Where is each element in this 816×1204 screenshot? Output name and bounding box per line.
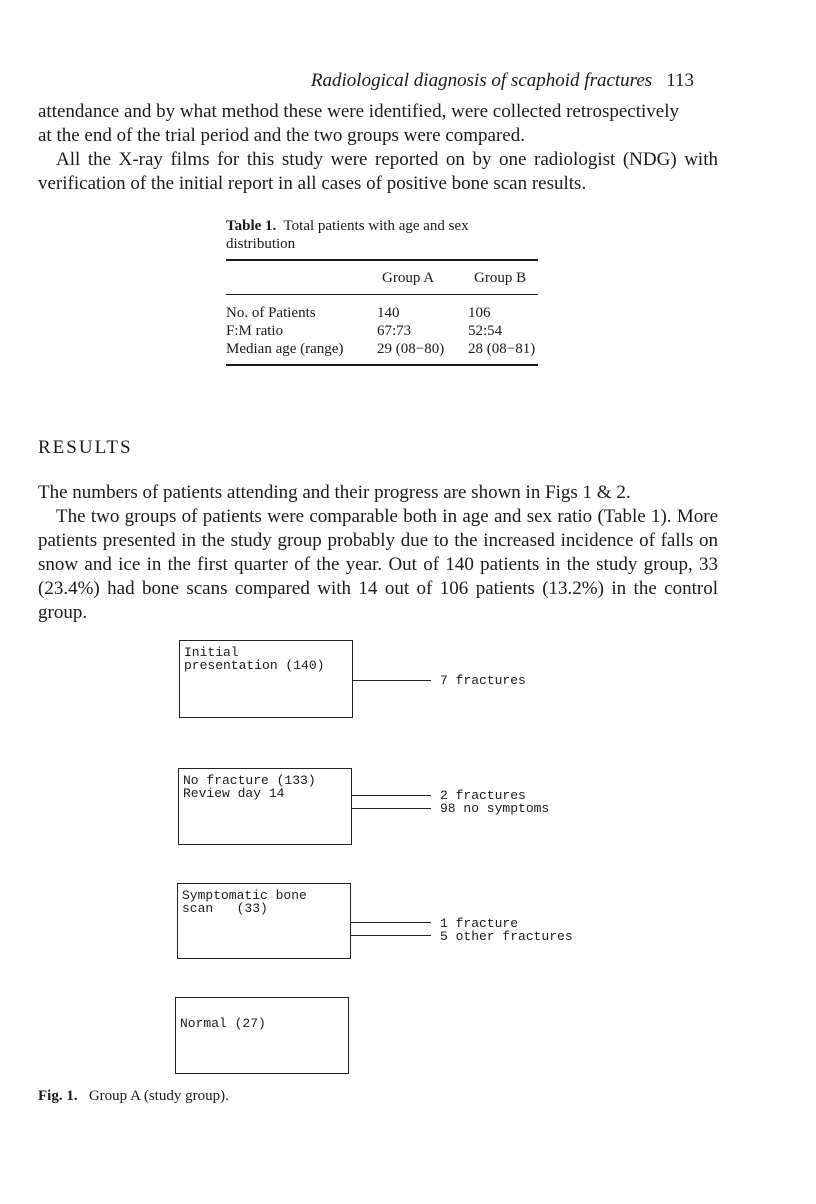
flow-box-no-fracture-line-1: No fracture (133) bbox=[183, 773, 316, 788]
flow-box-initial-line-1: Initial bbox=[184, 645, 239, 660]
table-top-rule bbox=[226, 259, 538, 261]
table-cell-row3-label: Median age (range) bbox=[226, 341, 344, 357]
flow-box-bone-scan-line-2: scan (33) bbox=[182, 901, 268, 916]
table-cell-row2-a: 67:73 bbox=[377, 323, 412, 339]
results-paragraph-2: The two groups of patients were comparable both in age and sex ratio (Table 1). More patients presented in the study group probably due to the increased incidence of falls on snow and ice in the first quarter of the year. Out of 140 patients in the study group, 33 (23.4%) had bone scans compared with 14 out of 106 patients (13.2%) in the control group. bbox=[38, 506, 718, 623]
flow-connector-3b bbox=[351, 935, 431, 936]
table-caption bbox=[226, 217, 526, 253]
flow-box-normal-line-1: Normal (27) bbox=[180, 1016, 266, 1031]
flow-outcome-3-2: 5 other fractures bbox=[440, 929, 573, 944]
running-title: Radiological diagnosis of scaphoid fractures bbox=[310, 70, 653, 91]
table-cell-row1-a: 140 bbox=[377, 305, 400, 321]
flow-box-bone-scan-line-1: Symptomatic bone bbox=[182, 888, 307, 903]
figure-caption-text: Group A (study group). bbox=[88, 1088, 229, 1104]
results-text bbox=[38, 481, 718, 625]
flow-outcome-3-1: 1 fracture bbox=[440, 916, 519, 931]
intro-line-2: at the end of the trial period and the two groups were compared. bbox=[38, 125, 525, 146]
table-header-rule bbox=[226, 294, 538, 295]
flow-connector-1 bbox=[353, 680, 431, 681]
table-caption-line-2: distribution bbox=[226, 236, 296, 252]
table-header-group-b: Group B bbox=[474, 270, 527, 286]
flow-box-initial-line-2: presentation (140) bbox=[184, 658, 325, 673]
flow-connector-3a bbox=[351, 922, 431, 923]
flow-box-no-fracture bbox=[178, 768, 352, 845]
table-cell-row1-label: No. of Patients bbox=[226, 305, 316, 321]
table-header-group-a: Group A bbox=[382, 270, 435, 286]
flow-outcome-2-2: 98 no symptoms bbox=[440, 801, 550, 816]
flow-outcome-1-1: 7 fractures bbox=[440, 673, 526, 688]
results-paragraph-1: The numbers of patients attending and their progress are shown in Figs 1 & 2. bbox=[38, 482, 631, 503]
intro-line-1: attendance and by what method these were identified, were collected retrospectively bbox=[38, 101, 679, 122]
flow-connector-2a bbox=[352, 795, 431, 796]
results-heading: RESULTS bbox=[38, 437, 133, 458]
flow-box-bone-scan bbox=[177, 883, 351, 959]
intro-paragraph-2: All the X-ray films for this study were reported on by one radiologist (NDG) with verification of the initial report in all cases of positive bone scan results. bbox=[38, 149, 718, 194]
table-cell-row2-label: F:M ratio bbox=[226, 323, 284, 339]
intro-text bbox=[38, 100, 718, 196]
running-head bbox=[311, 70, 694, 92]
table-cell-row3-a: 29 (08−80) bbox=[377, 341, 445, 357]
flow-box-initial bbox=[179, 640, 353, 718]
table-cell-row2-b: 52:54 bbox=[468, 323, 503, 339]
figure-caption-label: Fig. 1. bbox=[38, 1088, 78, 1104]
page-number: 113 bbox=[666, 70, 694, 91]
table-label: Table 1. bbox=[226, 218, 277, 234]
flow-outcome-2-1: 2 fractures bbox=[440, 788, 526, 803]
figure-caption bbox=[38, 1088, 229, 1105]
flow-box-no-fracture-line-2: Review day 14 bbox=[183, 786, 285, 801]
table-cell-row1-b: 106 bbox=[468, 305, 491, 321]
table-cell-row3-b: 28 (08−81) bbox=[468, 341, 536, 357]
table-caption-line-1: Total patients with age and sex bbox=[283, 218, 469, 234]
table-bottom-rule bbox=[226, 364, 538, 366]
flow-box-normal bbox=[175, 997, 349, 1074]
flow-connector-2b bbox=[352, 808, 431, 809]
